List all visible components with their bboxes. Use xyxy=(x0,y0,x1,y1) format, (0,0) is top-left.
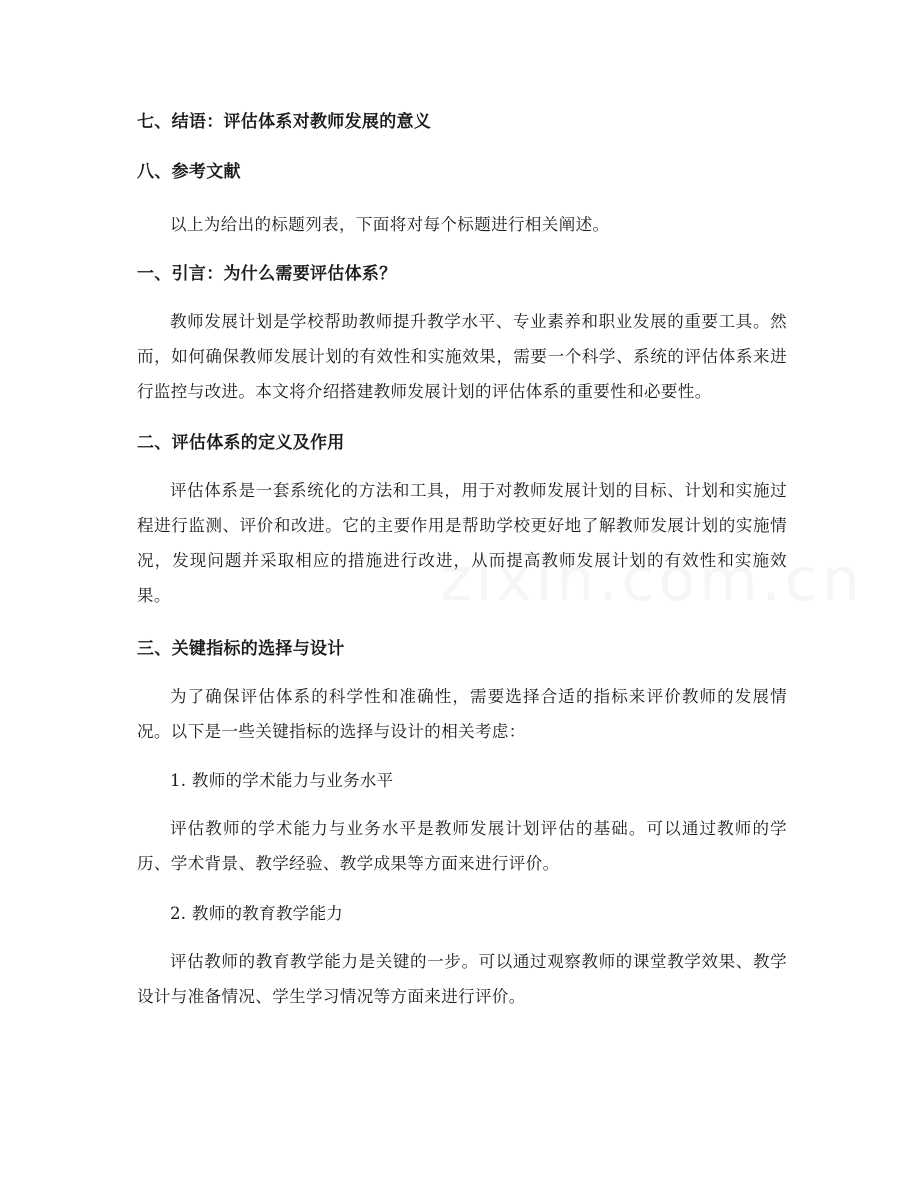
paragraph-key-indicators: 为了确保评估体系的科学性和准确性，需要选择合适的指标来评价教师的发展情况。以下是一些关键指标的选择与设计的相关考虑： xyxy=(137,687,787,741)
section-heading-key-indicators: 三、关键指标的选择与设计 xyxy=(137,639,345,659)
paragraph-teaching-ability: 评估教师的教育教学能力是关键的一步。可以通过观察教师的课堂教学效果、教学设计与准备情况、学生学习情况等方面来进行评价。 xyxy=(137,952,787,1006)
list-item-academic-ability: 1. 教师的学术能力与业务水平 xyxy=(170,771,394,790)
paragraph-introduction: 教师发展计划是学校帮助教师提升教学水平、专业素养和职业发展的重要工具。然而，如何确保教师发展计划的有效性和实施效果，需要一个科学、系统的评估体系来进行监控与改进。本文将介绍搭建教师发展计划的评估体系的重要性和必要性。 xyxy=(137,312,787,401)
paragraph-definition: 评估体系是一套系统化的方法和工具，用于对教师发展计划的目标、计划和实施过程进行监测、评价和改进。它的主要作用是帮助学校更好地了解教师发展计划的实施情况，发现问题并采取相应的措施进行改进，从而提高教师发展计划的有效性和实施效果。 xyxy=(137,481,787,605)
list-item-teaching-ability: 2. 教师的教育教学能力 xyxy=(170,904,344,923)
intro-paragraph: 以上为给出的标题列表，下面将对每个标题进行相关阐述。 xyxy=(170,215,610,234)
paragraph-academic-ability: 评估教师的学术能力与业务水平是教师发展计划评估的基础。可以通过教师的学历、学术背景、教学经验、教学成果等方面来进行评价。 xyxy=(137,819,787,873)
section-heading-definition: 二、评估体系的定义及作用 xyxy=(137,433,345,453)
section-heading-conclusion: 七、结语：评估体系对教师发展的意义 xyxy=(137,112,432,132)
section-heading-references: 八、参考文献 xyxy=(137,162,241,182)
section-heading-introduction: 一、引言：为什么需要评估体系？ xyxy=(137,264,397,284)
document-body xyxy=(137,104,787,1014)
